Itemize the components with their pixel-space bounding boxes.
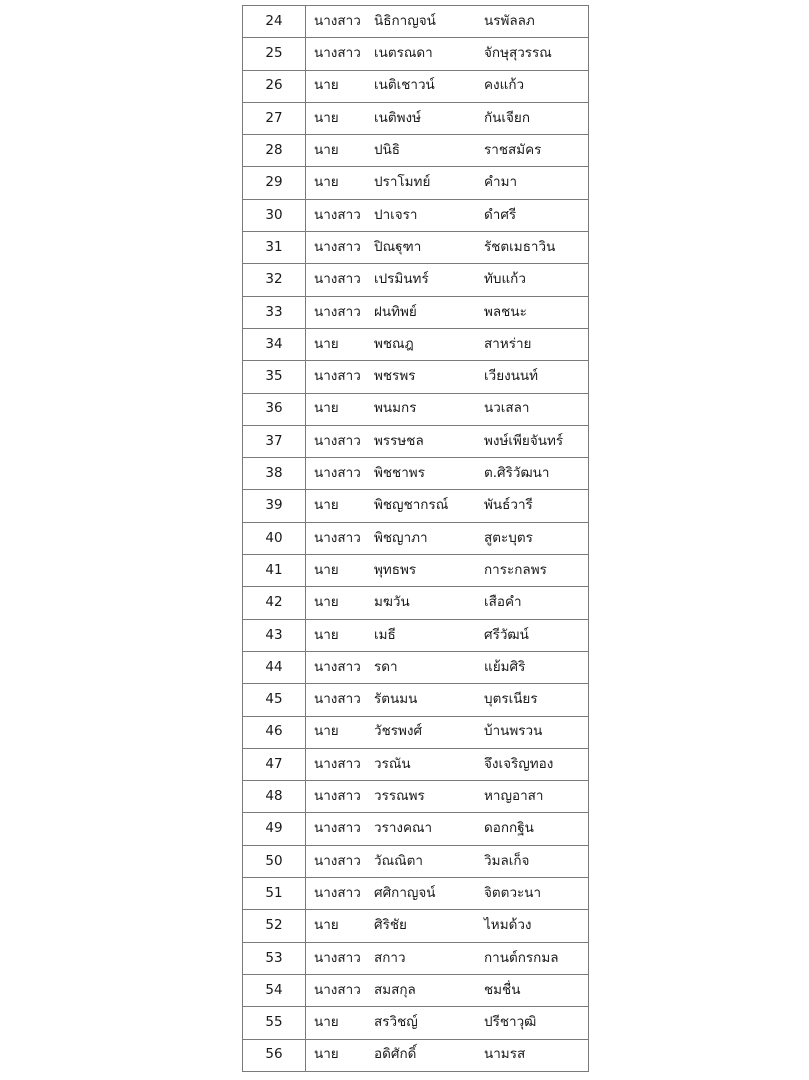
last-name: พงษ์เพียจันทร์ [484,432,564,449]
first-name: ศิริชัย [374,917,407,934]
first-name: พิชญาภา [374,529,428,546]
person-name-cell [306,70,589,102]
person-name [306,749,588,780]
person-name-cell [306,490,589,522]
name-list-table [242,5,589,1072]
first-name: สรวิชญ์ [374,1014,418,1031]
name-title: นางสาว [314,206,361,223]
row-number: 43 [243,619,306,651]
name-title: นาย [314,497,339,514]
first-name: ปาเจรา [374,206,418,223]
row-number: 53 [243,942,306,974]
row-number: 29 [243,167,306,199]
person-name-cell [306,651,589,683]
person-name-cell [306,135,589,167]
person-name [306,71,588,102]
row-number: 31 [243,232,306,264]
row-number: 34 [243,328,306,360]
row-number: 35 [243,361,306,393]
first-name: สกาว [374,949,406,966]
last-name: เวียงนนท์ [484,368,539,385]
table-row [243,425,589,457]
row-number: 54 [243,974,306,1006]
table-row [243,587,589,619]
table-row [243,458,589,490]
first-name: พุทธพร [374,561,417,578]
row-number: 26 [243,70,306,102]
first-name: พิชชาพร [374,465,425,482]
first-name: วัชรพงศ์ [374,723,423,740]
person-name-cell [306,328,589,360]
last-name: ทับแก้ว [484,271,526,288]
row-number: 25 [243,38,306,70]
name-title: นางสาว [314,238,361,255]
person-name [306,394,588,425]
last-name: นรพัลลภ [484,12,535,29]
last-name: เสือคำ [484,594,522,611]
person-name-cell [306,1007,589,1039]
table-row [243,813,589,845]
person-name [306,555,588,586]
name-title: นาย [314,1014,339,1031]
person-name [306,200,588,231]
last-name: วิมลเก็จ [484,852,530,869]
person-name-cell [306,587,589,619]
person-name-cell [306,522,589,554]
name-title: นางสาว [314,368,361,385]
person-name [306,813,588,844]
person-name [306,1040,588,1071]
person-name-cell [306,264,589,296]
last-name: จิตตวะนา [484,884,542,901]
person-name-cell [306,393,589,425]
last-name: ไหมด้วง [484,917,532,934]
last-name: บ้านพรวน [484,723,543,740]
row-number: 49 [243,813,306,845]
table-row [243,38,589,70]
name-title: นาย [314,561,339,578]
person-name [306,38,588,69]
last-name: รัชตเมธาวิน [484,238,556,255]
table-row [243,684,589,716]
row-number: 52 [243,910,306,942]
person-name [306,232,588,263]
row-number: 37 [243,425,306,457]
last-name: ดอกกฐิน [484,820,534,837]
name-title: นาย [314,77,339,94]
name-title: นางสาว [314,529,361,546]
first-name: ปนิธิ [374,142,401,159]
person-name [306,135,588,166]
first-name: พิชญชากรณ์ [374,497,449,514]
table-row [243,328,589,360]
name-title: นาย [314,594,339,611]
name-title: นางสาว [314,303,361,320]
table-row [243,296,589,328]
last-name: ต.ศิริวัฒนา [484,465,550,482]
last-name: ชมชื่น [484,981,521,998]
first-name: ศศิกาญจน์ [374,884,436,901]
person-name-cell [306,619,589,651]
name-title: นาย [314,109,339,126]
name-list-body [243,6,589,1072]
first-name: ปราโมทย์ [374,174,431,191]
last-name: กานต์กรกมล [484,949,559,966]
name-title: นางสาว [314,658,361,675]
first-name: พชรพร [374,368,416,385]
person-name [306,361,588,392]
last-name: สูตะบุตร [484,529,533,546]
name-title: นาย [314,626,339,643]
name-title: นางสาว [314,271,361,288]
first-name: พรรษชล [374,432,424,449]
person-name [306,329,588,360]
table-row [243,1007,589,1039]
last-name: กันเจียก [484,109,531,126]
last-name: นามรส [484,1046,526,1063]
person-name-cell [306,167,589,199]
person-name-cell [306,684,589,716]
name-title: นางสาว [314,465,361,482]
person-name-cell [306,102,589,134]
name-title: นาย [314,917,339,934]
person-name-cell [306,813,589,845]
name-title: นางสาว [314,820,361,837]
table-row [243,490,589,522]
person-name [306,684,588,715]
first-name: เปรมินทร์ [374,271,429,288]
table-row [243,748,589,780]
table-row [243,910,589,942]
person-name-cell [306,361,589,393]
table-row [243,199,589,231]
person-name [306,103,588,134]
person-name [306,846,588,877]
person-name [306,6,588,37]
table-row [243,70,589,102]
row-number: 24 [243,6,306,38]
person-name-cell [306,781,589,813]
person-name [306,458,588,489]
first-name: เนติเชาวน์ [374,77,435,94]
person-name [306,878,588,909]
person-name-cell [306,910,589,942]
last-name: สาหร่าย [484,335,532,352]
person-name [306,426,588,457]
first-name: วัณณิตา [374,852,423,869]
row-number: 50 [243,845,306,877]
first-name: พนมกร [374,400,417,417]
table-row [243,361,589,393]
person-name-cell [306,845,589,877]
last-name: นวเสลา [484,400,530,417]
last-name: แย้มศิริ [484,658,526,675]
person-name-cell [306,555,589,587]
table-row [243,1039,589,1071]
name-title: นางสาว [314,949,361,966]
row-number: 39 [243,490,306,522]
name-title: นางสาว [314,884,361,901]
person-name-cell [306,716,589,748]
person-name [306,781,588,812]
table-row [243,555,589,587]
table-row [243,232,589,264]
table-row [243,942,589,974]
table-row [243,167,589,199]
person-name [306,620,588,651]
row-number: 33 [243,296,306,328]
table-row [243,522,589,554]
row-number: 56 [243,1039,306,1071]
table-row [243,845,589,877]
last-name: ปรีชาวุฒิ [484,1014,537,1031]
first-name: รัตนมน [374,691,418,708]
last-name: บุตรเนียร [484,691,538,708]
first-name: ฝนทิพย์ [374,303,417,320]
person-name-cell [306,232,589,264]
first-name: อดิศักดิ์ [374,1046,417,1063]
person-name-cell [306,1039,589,1071]
name-title: นางสาว [314,691,361,708]
name-title: นางสาว [314,12,361,29]
person-name [306,490,588,521]
row-number: 38 [243,458,306,490]
row-number: 30 [243,199,306,231]
first-name: มฆวัน [374,594,410,611]
person-name-cell [306,974,589,1006]
person-name-cell [306,38,589,70]
name-title: นาย [314,723,339,740]
last-name: คำมา [484,174,518,191]
first-name: วรณัน [374,755,411,772]
name-title: นางสาว [314,755,361,772]
row-number: 51 [243,878,306,910]
last-name: พลชนะ [484,303,527,320]
person-name [306,1007,588,1038]
table-row [243,102,589,134]
person-name [306,943,588,974]
table-row [243,974,589,1006]
person-name-cell [306,942,589,974]
name-title: นาย [314,1046,339,1063]
first-name: เนตรณดา [374,45,433,62]
first-name: สมสกุล [374,981,416,998]
person-name [306,975,588,1006]
person-name-cell [306,748,589,780]
person-name-cell [306,458,589,490]
last-name: พันธ์วารี [484,497,533,514]
person-name [306,297,588,328]
table-row [243,619,589,651]
last-name: ดำศรี [484,206,517,223]
table-row [243,6,589,38]
first-name: นิธิกาญจน์ [374,12,436,29]
last-name: คงแก้ว [484,77,525,94]
first-name: พชณฎ [374,335,414,352]
person-name-cell [306,878,589,910]
first-name: เนติพงษ์ [374,109,421,126]
table-row [243,135,589,167]
person-name [306,717,588,748]
row-number: 47 [243,748,306,780]
row-number: 32 [243,264,306,296]
last-name: ศรีวัฒน์ [484,626,529,643]
first-name: วรรณพร [374,788,425,805]
row-number: 48 [243,781,306,813]
row-number: 42 [243,587,306,619]
name-title: นางสาว [314,45,361,62]
name-title: นาย [314,335,339,352]
person-name-cell [306,6,589,38]
person-name-cell [306,425,589,457]
table-row [243,264,589,296]
row-number: 55 [243,1007,306,1039]
last-name: จึงเจริญทอง [484,755,554,772]
person-name [306,587,588,618]
table-row [243,878,589,910]
table-row [243,716,589,748]
last-name: การะกลพร [484,561,547,578]
person-name [306,264,588,295]
first-name: รดา [374,658,398,675]
row-number: 44 [243,651,306,683]
last-name: ราชสมัคร [484,142,542,159]
person-name [306,523,588,554]
name-title: นางสาว [314,981,361,998]
person-name [306,167,588,198]
name-title: นาย [314,400,339,417]
table-row [243,651,589,683]
person-name-cell [306,296,589,328]
row-number: 46 [243,716,306,748]
row-number: 41 [243,555,306,587]
first-name: ปิณฐุฑา [374,238,422,255]
row-number: 40 [243,522,306,554]
row-number: 27 [243,102,306,134]
person-name-cell [306,199,589,231]
name-title: นาย [314,174,339,191]
name-title: นางสาว [314,432,361,449]
table-row [243,781,589,813]
row-number: 36 [243,393,306,425]
last-name: หาญอาสา [484,788,544,805]
row-number: 28 [243,135,306,167]
name-title: นางสาว [314,788,361,805]
first-name: วรางคณา [374,820,433,837]
table-row [243,393,589,425]
name-title: นางสาว [314,852,361,869]
name-title: นาย [314,142,339,159]
person-name [306,652,588,683]
row-number: 45 [243,684,306,716]
first-name: เมธี [374,626,396,643]
person-name [306,910,588,941]
last-name: จักษุสุวรรณ [484,45,552,62]
